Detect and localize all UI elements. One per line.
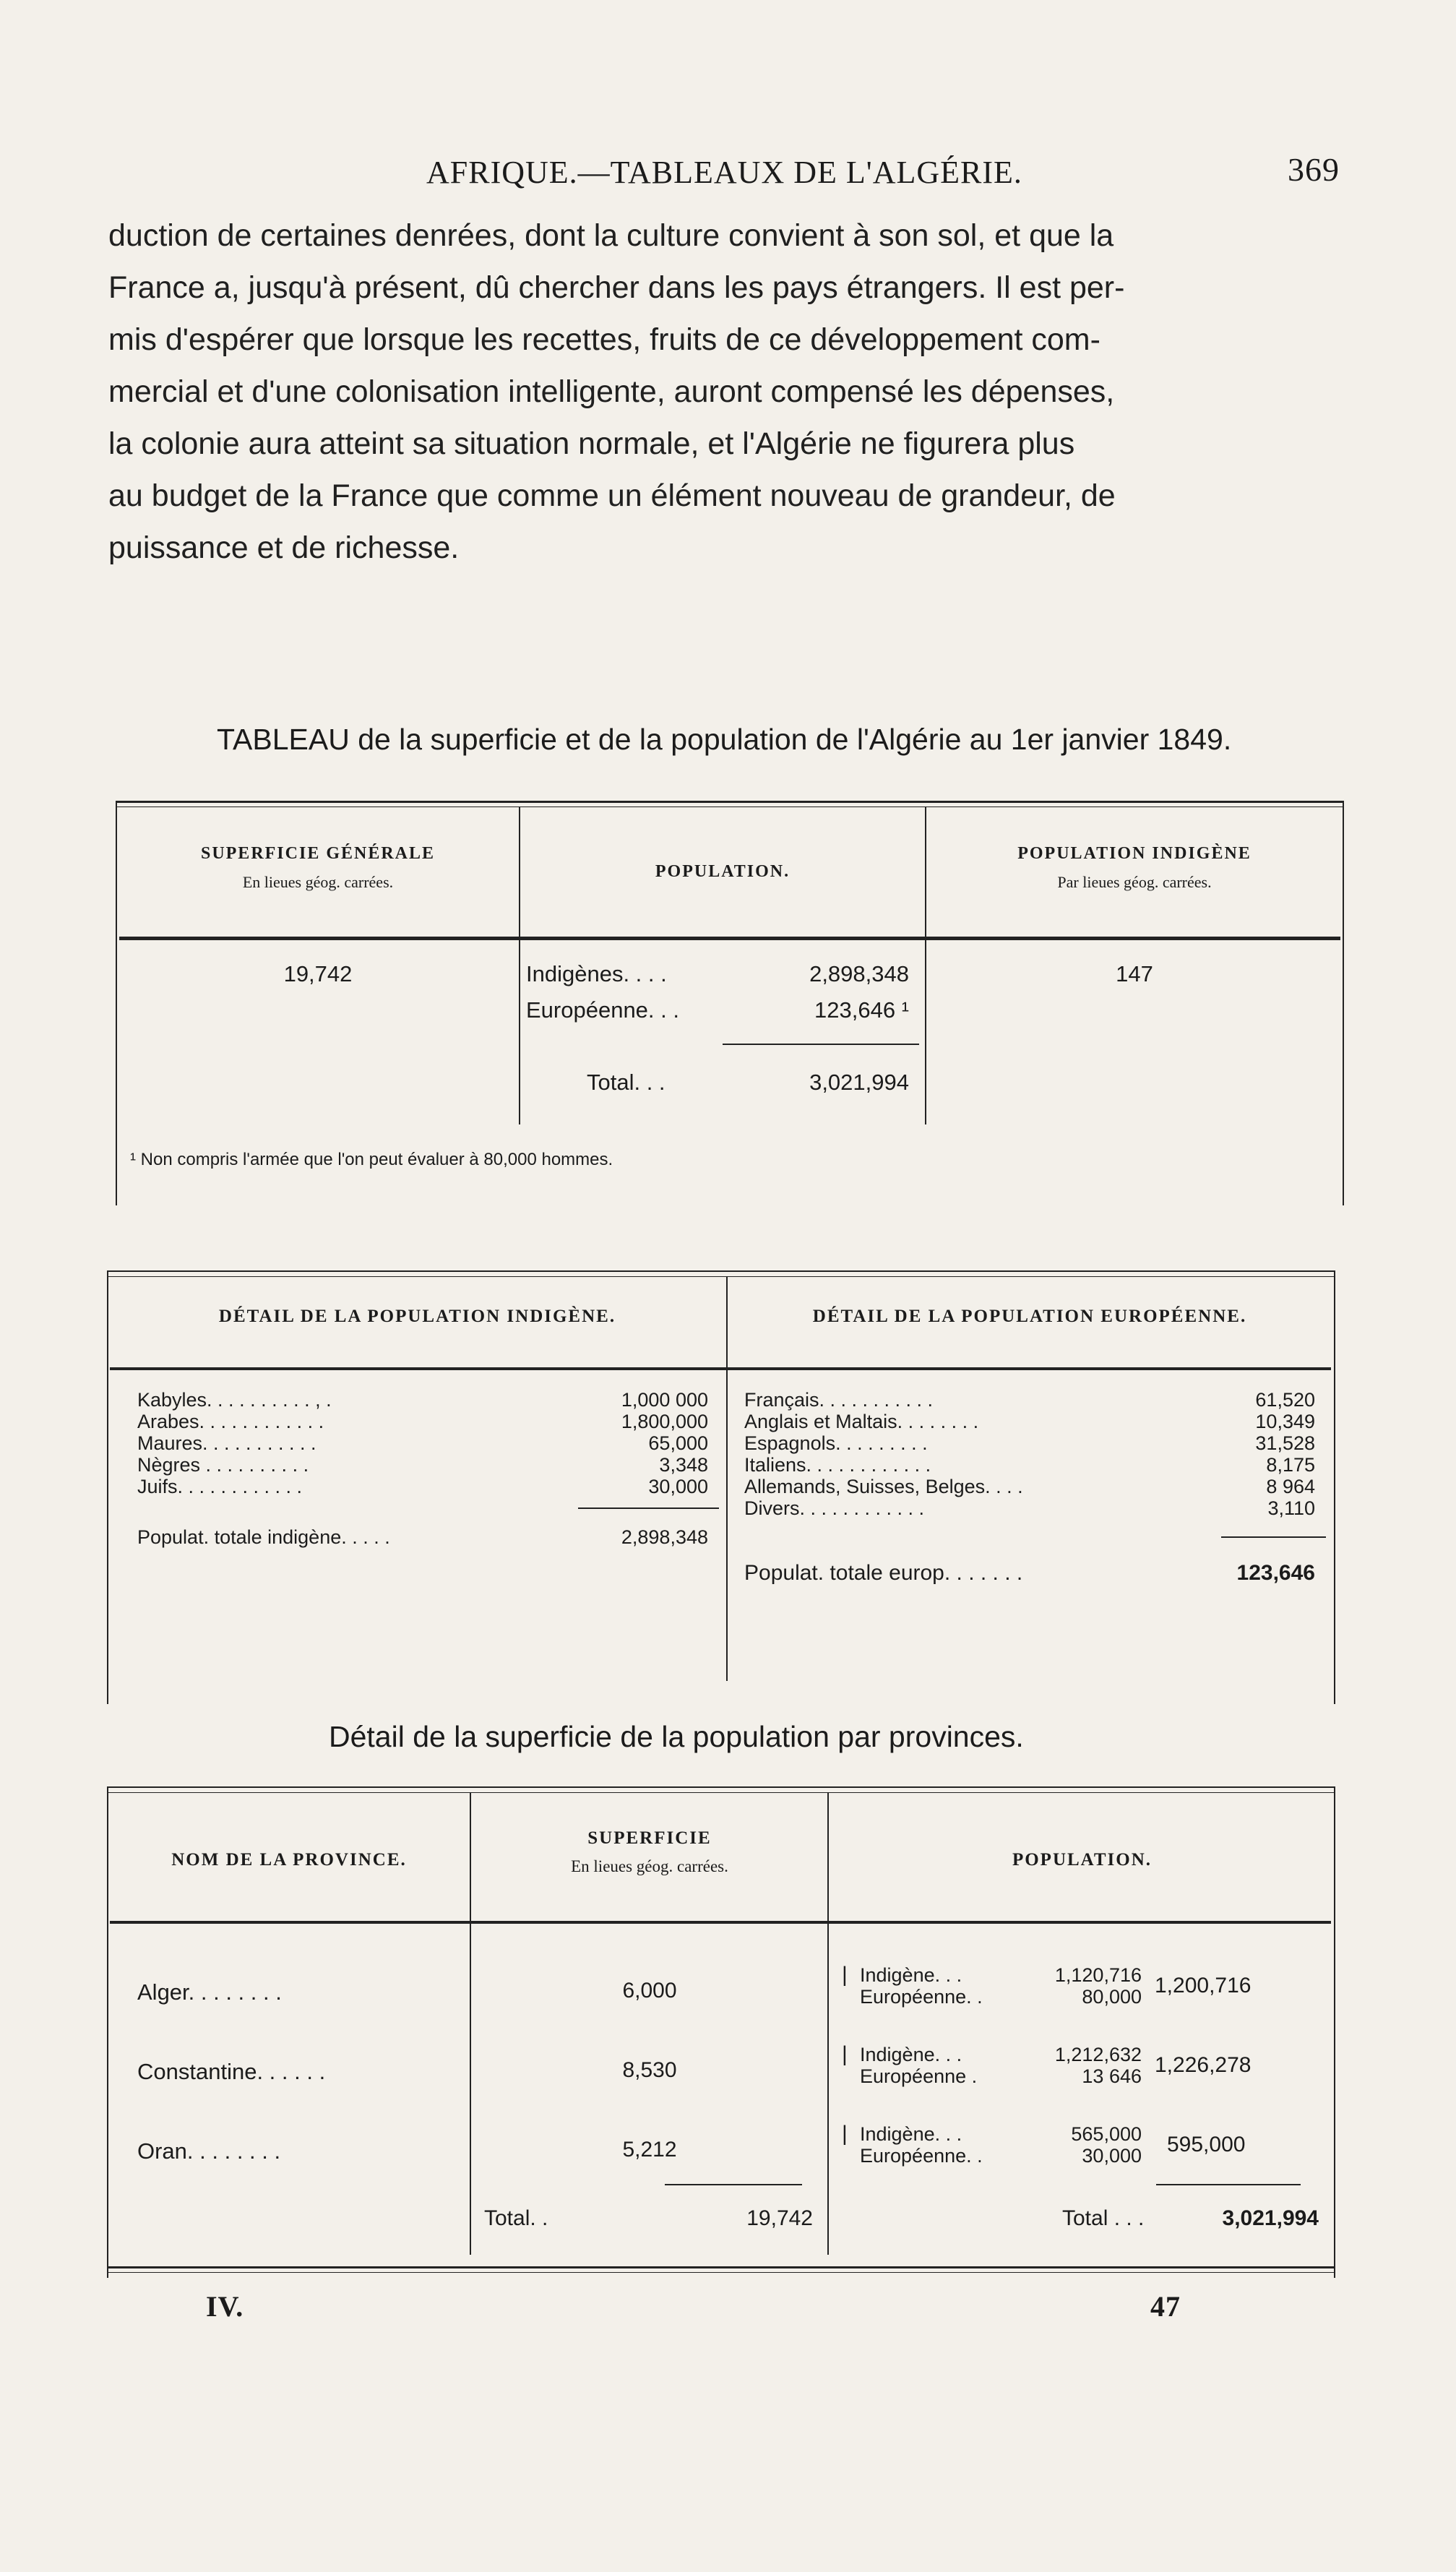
row-label: Divers. . . . . . . . . . . .: [744, 1497, 925, 1519]
province-name-oran: Oran. . . . . . . .: [137, 2138, 281, 2164]
province-total: 1,200,716: [1155, 1974, 1252, 1997]
row-label: Juifs. . . . . . . . . . . .: [137, 1476, 303, 1497]
list-item: [137, 1411, 708, 1432]
row-value: 10,349: [1255, 1411, 1315, 1432]
pop-value: 565,000: [1071, 2123, 1142, 2145]
row-label: Arabes. . . . . . . . . . . .: [137, 1411, 324, 1432]
province-superficie: 8,530: [622, 2058, 677, 2082]
pop-value: 1,120,716: [1054, 1964, 1142, 1986]
list-item: [744, 1432, 1315, 1454]
pop-label: Indigène. . .: [860, 1964, 962, 1986]
pop-label: Européenne .: [860, 2065, 978, 2087]
pop-value: 1,212,632: [1054, 2044, 1142, 2065]
list-item: [137, 1454, 708, 1476]
pop-row-total: [587, 1070, 909, 1096]
total-label: Total. .: [484, 2206, 548, 2230]
pop-row-indigenes: [526, 961, 909, 987]
row-value: 3,110: [1267, 1497, 1315, 1519]
row-label: Populat. totale indigène. . . . .: [137, 1526, 390, 1548]
province-brace: |: [842, 2122, 848, 2146]
pop-value: 80,000: [1082, 1986, 1142, 2008]
total-value: 3,021,994: [1222, 2206, 1319, 2230]
list-item: [744, 1411, 1315, 1432]
list-item: [137, 1389, 708, 1411]
pop-label: Indigène. . .: [860, 2044, 962, 2065]
running-title: AFRIQUE.—TABLEAUX DE L'ALGÉRIE.: [426, 155, 1022, 190]
paragraph-line: duction de certaines denrées, dont la culture convient à son sol, et que la: [108, 218, 1114, 253]
pop-label: Européenne. . .: [526, 997, 679, 1023]
europeenne-line: [860, 2065, 1142, 2087]
pop-value: 123,646 ¹: [814, 997, 909, 1023]
table3-col1-title: NOM DE LA PROVINCE.: [171, 1850, 407, 1870]
pop-row-europeenne: [526, 997, 909, 1023]
volume-mark: IV.: [206, 2290, 244, 2323]
total-value: 19,742: [746, 2206, 813, 2230]
pop-value: 13 646: [1082, 2065, 1142, 2087]
pop-label: Indigènes. . . .: [526, 961, 667, 986]
pop-label: Européenne. .: [860, 2145, 983, 2167]
indigene-total-row: [137, 1526, 708, 1548]
row-value: 3,348: [659, 1454, 708, 1476]
table3-col2-title: SUPERFICIE: [587, 1828, 712, 1848]
total-label: Total . . .: [1062, 2206, 1145, 2230]
province-superficie: 6,000: [622, 1979, 677, 2003]
signature-mark: 47: [1150, 2290, 1181, 2323]
list-item: [137, 1476, 708, 1497]
province-brace: |: [842, 1963, 848, 1987]
row-label: Kabyles. . . . . . . . . . , .: [137, 1389, 332, 1411]
province-total: 1,226,278: [1155, 2053, 1252, 2077]
row-value: 61,520: [1255, 1389, 1315, 1411]
row-value: 65,000: [648, 1432, 708, 1454]
superficie-total-row: [484, 2208, 813, 2229]
paragraph-line: mercial et d'une colonisation intelligente, auront compensé les dépenses,: [108, 374, 1115, 409]
row-value: 123,646: [1236, 1561, 1315, 1585]
row-label: Anglais et Maltais. . . . . . . .: [744, 1411, 979, 1432]
total-value: 3,021,994: [809, 1070, 909, 1095]
table3-col3-title: POPULATION.: [1012, 1850, 1153, 1870]
total-label: Total. . .: [587, 1070, 665, 1095]
table3-col2-sub: En lieues géog. carrées.: [571, 1857, 728, 1875]
population-total-row: [1062, 2208, 1319, 2229]
list-item: [137, 1432, 708, 1454]
table1-col2-title: POPULATION.: [655, 862, 791, 881]
table1-col1-sub: En lieues géog. carrées.: [242, 873, 394, 891]
pop-label: Européenne. .: [860, 1986, 983, 2008]
table1-caption: TABLEAU de la superficie et de la population de l'Algérie au 1er janvier 1849.: [217, 723, 1232, 756]
paragraph-line: la colonie aura atteint sa situation normale, et l'Algérie ne figurera plus: [108, 426, 1075, 461]
row-value: 8,175: [1266, 1454, 1315, 1476]
table1-footnote: ¹ Non compris l'armée que l'on peut évaluer à 80,000 hommes.: [130, 1150, 613, 1169]
list-item: [744, 1389, 1315, 1411]
density-value: 147: [1116, 961, 1153, 986]
indigene-line: [860, 2044, 1142, 2065]
table1-col3-sub: Par lieues géog. carrées.: [1057, 873, 1212, 891]
row-value: 30,000: [648, 1476, 708, 1497]
paragraph-line: puissance et de richesse.: [108, 530, 460, 565]
province-name-constantine: Constantine. . . . . .: [137, 2059, 326, 2084]
row-value: 8 964: [1266, 1476, 1315, 1497]
row-value: 31,528: [1255, 1432, 1315, 1454]
europeenne-line: [860, 1986, 1142, 2008]
pop-label: Indigène. . .: [860, 2123, 962, 2145]
page-number: 369: [1288, 151, 1340, 188]
list-item: [744, 1476, 1315, 1497]
province-superficie: 5,212: [622, 2138, 677, 2162]
province-brace: |: [842, 2042, 848, 2066]
paragraph-line: mis d'espérer que lorsque les recettes, fruits de ce développement com-: [108, 322, 1100, 357]
row-value: 1,800,000: [621, 1411, 708, 1432]
table1-col3-title: POPULATION INDIGÈNE: [1017, 844, 1252, 863]
row-value: 2,898,348: [621, 1526, 708, 1548]
row-label: Nègres . . . . . . . . . .: [137, 1454, 309, 1476]
row-value: 1,000 000: [621, 1389, 708, 1411]
indigene-line: [860, 2123, 1142, 2145]
row-label: Allemands, Suisses, Belges. . . .: [744, 1476, 1023, 1497]
row-label: Espagnols. . . . . . . . .: [744, 1432, 928, 1454]
row-label: Français. . . . . . . . . . .: [744, 1389, 934, 1411]
pop-value: 30,000: [1082, 2145, 1142, 2167]
europeenne-line: [860, 2145, 1142, 2167]
row-label: Italiens. . . . . . . . . . . .: [744, 1454, 931, 1476]
row-label: Maures. . . . . . . . . . .: [137, 1432, 316, 1454]
list-item: [744, 1497, 1315, 1519]
pop-value: 2,898,348: [809, 961, 909, 986]
table3-caption: Détail de la superficie de la population par provinces.: [329, 1720, 1024, 1753]
europeenne-detail-title: DÉTAIL DE LA POPULATION EUROPÉENNE.: [812, 1307, 1247, 1326]
province-name-alger: Alger. . . . . . . .: [137, 1979, 282, 2005]
row-label: Populat. totale europ. . . . . . .: [744, 1561, 1023, 1585]
table1-col1-title: SUPERFICIE GÉNÉRALE: [200, 844, 436, 863]
paragraph-line: au budget de la France que comme un élément nouveau de grandeur, de: [108, 478, 1116, 513]
province-total: 595,000: [1167, 2133, 1246, 2156]
indigene-detail-title: DÉTAIL DE LA POPULATION INDIGÈNE.: [218, 1307, 616, 1326]
paragraph-line: France a, jusqu'à présent, dû chercher dans les pays étrangers. Il est per-: [108, 270, 1125, 305]
list-item: [744, 1454, 1315, 1476]
superficie-value: 19,742: [283, 961, 353, 986]
indigene-line: [860, 1964, 1142, 1986]
europeenne-total-row: [744, 1562, 1315, 1584]
